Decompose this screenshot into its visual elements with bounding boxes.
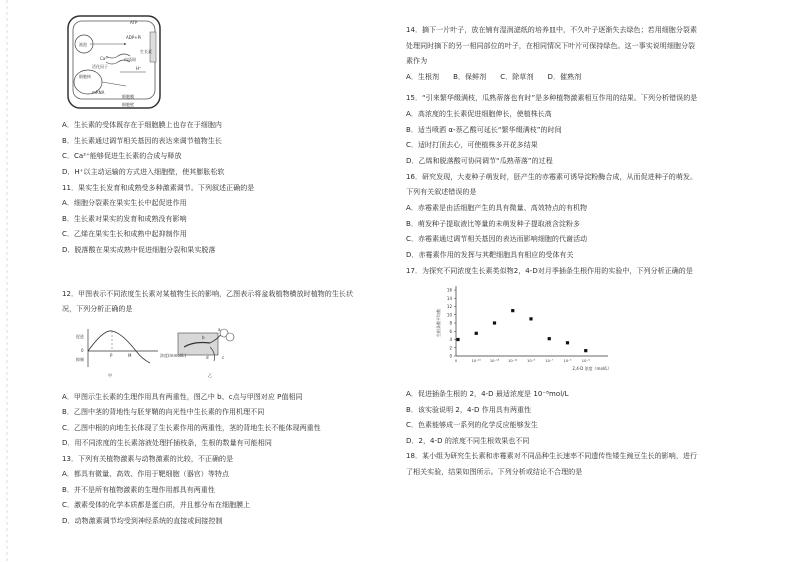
chart-point	[566, 341, 569, 344]
q12-figure-svg	[72, 325, 242, 383]
binding-line	[0, 0, 14, 562]
chart-y-tick-label: 10	[446, 312, 452, 318]
q13-option-a: A．都具有微量、高效、作用于靶细胞（器官）等特点	[62, 470, 229, 478]
q15-stem: 15．“引来繁华缀满枝，瓜熟蒂落也有时”是多种植物激素相互作用的结果。下列分析错误的是	[406, 94, 698, 102]
q16-stem-1: 16．研究发现，大麦种子萌发时，胚产生的赤霉素可诱导淀粉酶合成，从而促进种子的萌发。	[406, 173, 698, 181]
q11-option-a: A．细胞分裂素在果实生长中起促进作用	[62, 199, 187, 207]
label-wall: 细胞壁	[122, 102, 134, 107]
q17-chart-svg	[418, 282, 618, 377]
q15-option-c: C．适时打顶去心，可使植株多开花多结果	[406, 141, 538, 149]
label-nucleus: 细胞核	[79, 74, 91, 79]
q16-stem-2: 下列有关叙述错误的是	[406, 188, 477, 196]
q16-option-c: C．赤霉素通过调节相关基因的表达而影响细胞的代谢活动	[406, 235, 588, 243]
q15-option-b: B．适当喷洒 α-萘乙酸可延长“繁华缀满枝”的时间	[406, 126, 562, 134]
fig12-ylabel-mid: 0	[81, 348, 84, 353]
fig12-m: M	[128, 353, 132, 358]
q16-option-d: D．赤霉素作用的发挥与其靶细胞具有相应的受体有关	[406, 251, 574, 259]
q10-option-c: C．Ca²⁺能够促进生长素的合成与释放	[62, 152, 182, 160]
q17-chart	[418, 282, 618, 377]
fig12-xlabel: 浓度(mmol/L)	[160, 353, 187, 358]
label-mrna: mRNA	[92, 90, 105, 95]
q13-option-b: B．并不是所有植物激素的生理作用都具有两重性	[62, 486, 215, 494]
q17-option-c: C．色素能够成一系列的化学反应能够发生	[406, 421, 538, 429]
q10-option-b: B．生长素通过调节相关基因的表达来调节植物生长	[62, 137, 222, 145]
chart-point	[529, 317, 532, 320]
label-atp: ATP	[130, 20, 138, 25]
q14-stem-2: 处理同时摘下的另一相同部位的叶子，在相同情况下叶片可保持绿色。这一事实说明细胞分裂	[406, 42, 696, 50]
label-factor: 活化因子	[92, 64, 108, 69]
fig12-jia: 甲	[108, 373, 112, 378]
fig12-c: c	[222, 355, 225, 360]
fig12-a: a	[218, 327, 221, 332]
chart-y-tick-label: 0	[449, 353, 452, 359]
label-membrane: 细胞膜	[122, 94, 134, 99]
chart-point	[511, 309, 514, 312]
q12-option-c: C．乙图中根的向地生长体现了生长素作用的两重性，茎的背地生长不能体现两重性	[62, 424, 321, 432]
q10-option-d: D．H⁺以主动运输的方式进入细胞壁，使其膨胀松软	[62, 168, 225, 176]
chart-y-tick-label: 2	[449, 345, 452, 351]
q12-stem-1: 12．甲图表示不同浓度生长素对某植物生长的影响，乙图表示将盆栽植物横放时植物的生长状	[62, 290, 354, 298]
q12-stem-2: 况，下列分析正确的是	[62, 305, 133, 313]
q17-stem: 17．为探究不同浓度生长素类似物2，4-D对月季插条生根作用的实验中，下列分析正确的是	[406, 267, 693, 275]
q11-option-c: C．乙烯在果实生长和成熟中起抑制作用	[62, 230, 187, 238]
q13-stem: 13．下列有关植物激素与动物激素的比较，不正确的是	[62, 455, 234, 463]
fig12-yi: 乙	[208, 373, 212, 378]
q12-option-d: D．用不同浓度的生长素溶液处理扦插枝条，生根的数量有可能相同	[62, 439, 272, 447]
q11-option-d: D．脱落酸在果实成熟中促进细胞分裂和果实脱落	[62, 246, 216, 254]
chart-x-tick-label: 10⁻¹¹	[508, 359, 518, 363]
chart-x-tick-label: 10⁻⁹	[527, 359, 535, 363]
chart-x-tick-label: 10⁻³	[581, 359, 590, 363]
chart-y-tick-label: 8	[449, 320, 452, 326]
q11-stem: 11．果实生长发育和成熟受多种激素调节。下列叙述正确的是	[62, 184, 255, 192]
chart-y-label: 生根条数平均数	[436, 309, 441, 337]
q12-figure	[72, 325, 242, 383]
label-ca: Ca²⁺	[100, 56, 109, 61]
chart-y-tick-label: 16	[446, 287, 452, 293]
fig12-b: b	[202, 335, 205, 340]
q18-stem-1: 18．某小组为研究生长素和赤霉素对不同品种生长速率不同遗传性矮生豌豆生长的影响，进行	[406, 452, 698, 460]
chart-x-tick-label: 10⁻¹⁵	[471, 359, 481, 363]
label-adp: ADP+Pi	[126, 35, 142, 40]
label-vacuole: 液泡	[79, 42, 87, 47]
label-receptor: 生长素	[140, 49, 152, 54]
q16-option-a: A．赤霉素是由活细胞产生的具有微量、高效特点的有机物	[406, 204, 588, 212]
cell-diagram	[66, 14, 162, 110]
fig12-ylabel-bot: 抑制	[76, 357, 84, 362]
chart-y-tick-label: 14	[446, 295, 452, 301]
q13-option-d: D．动物激素调节均受到神经系统的直接或间接控制	[62, 517, 223, 525]
q17-option-d: D．2，4-D 的浓度不同生根效果也不同	[406, 437, 530, 445]
cell-diagram-svg	[66, 14, 162, 110]
chart-y-tick-label: 12	[446, 304, 452, 309]
chart-x-tick-label: 10⁻⁵	[563, 359, 572, 363]
chart-y-tick-label: 4	[449, 337, 452, 342]
q15-option-a: A．高浓度的生长素促进细胞伸长，使植株长高	[406, 110, 552, 118]
chart-point	[584, 349, 587, 352]
chart-x-tick-label: 10⁻¹³	[489, 359, 500, 363]
label-er: 内质网	[124, 57, 136, 62]
chart-point	[475, 332, 478, 335]
q12-option-b: B．乙图中茎的背地性与胚芽鞘的向光性中生长素的作用机理不同	[62, 408, 265, 416]
q11-option-b: B．生长素对果实的发育和成熟没有影响	[62, 215, 187, 223]
chart-point	[548, 337, 551, 340]
q12-option-a: A．甲图示生长素的生理作用具有两重性，图乙中 b、c点与甲图对应 P值相同	[62, 393, 303, 401]
fig12-p: P	[110, 353, 113, 358]
q15-option-d: D．乙烯和脱落酸可协同调节“瓜熟蒂落”的过程	[406, 157, 553, 165]
fig12-d: d	[206, 355, 209, 360]
chart-point	[456, 338, 459, 341]
q16-option-b: B．萌发种子提取液比等量的未萌发种子提取液含淀粉多	[406, 220, 581, 228]
chart-x-origin-label: 0	[454, 359, 458, 363]
q18-stem-2: 了相关实验，结果如图所示。下列分析或结论不合理的是	[406, 468, 583, 476]
chart-point	[493, 321, 496, 324]
q13-option-c: C．激素受体的化学本质都是蛋白质，并且都分布在细胞膜上	[62, 501, 251, 509]
chart-x-label: 2,4-D 浓度（mol/L）	[572, 366, 612, 371]
q17-option-b: B．该实验说明 2，4-D 作用具有两重性	[406, 406, 532, 414]
q10-option-a: A．生长素的受体既存在于细胞膜上也存在于细胞内	[62, 121, 222, 129]
q14-stem-1: 14．摘下一片叶子，放在铺有湿润滤纸的培养皿中，不久叶子逐渐失去绿色；若用细胞分裂素	[406, 26, 698, 34]
fig12-ylabel-top: 促进	[76, 334, 84, 339]
label-h: H⁺	[136, 66, 142, 71]
q17-option-a: A．促进插条生根的 2，4-D 最适浓度是 10⁻⁸mol/L	[406, 390, 569, 398]
chart-x-tick-label: 10⁻⁷	[545, 359, 554, 363]
q14-stem-3: 素作为	[406, 57, 428, 65]
chart-y-tick-label: 6	[449, 328, 452, 334]
q14-options: A．生根剂 B．保鲜剂 C．除草剂 D．催熟剂	[406, 73, 582, 81]
